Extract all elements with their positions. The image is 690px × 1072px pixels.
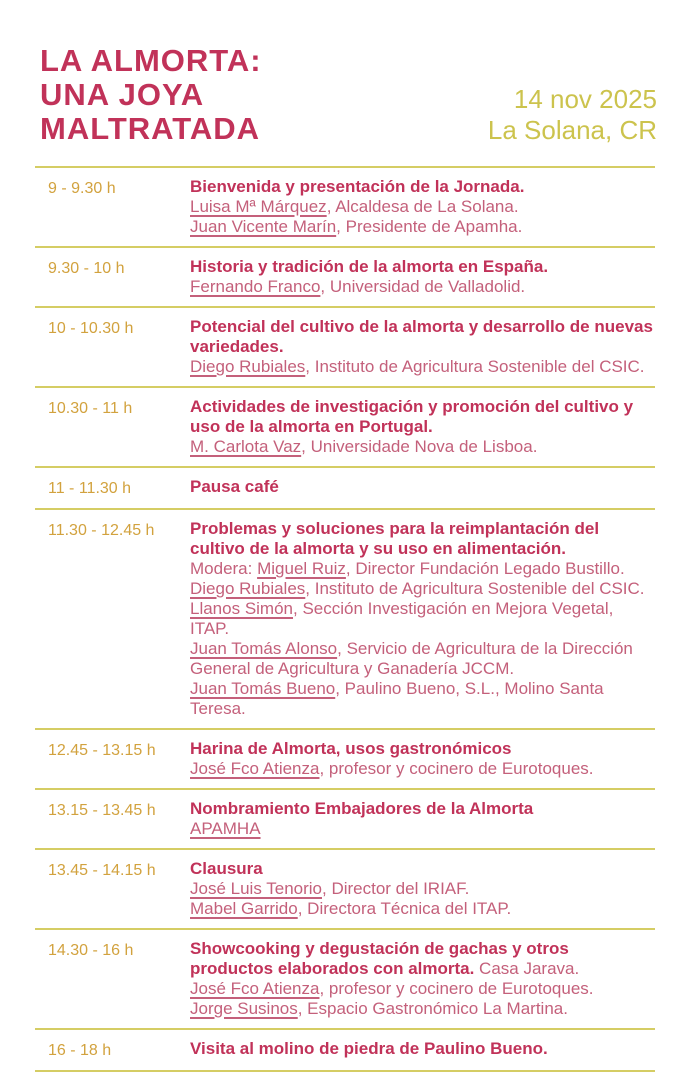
schedule-row [35, 728, 655, 788]
person-name: Jorge Susinos [190, 999, 298, 1018]
session-title: Pausa café [190, 477, 279, 496]
person-desc: , Directora Técnica del ITAP. [297, 899, 512, 918]
session-title: Potencial del cultivo de la almorta y desarrollo de nuevas variedades. [190, 317, 653, 356]
session-title: Harina de Almorta, usos gastronómicos [190, 739, 512, 758]
session-content [190, 317, 655, 377]
session-content [190, 939, 655, 1019]
event-title-line-1: LA ALMORTA: [40, 43, 262, 78]
session-title-suffix: Casa Jarava. [474, 959, 580, 978]
session-time: 9 - 9.30 h [48, 180, 116, 197]
person-line [190, 679, 653, 719]
person-desc: , Paulino Bueno, S.L., Molino Santa Teresa. [190, 679, 604, 718]
session-title: Nombramiento Embajadores de la Almorta [190, 799, 534, 818]
person-line [190, 437, 653, 457]
session-content [190, 739, 655, 779]
schedule-row [35, 788, 655, 848]
session-time: 10.30 - 11 h [48, 400, 133, 417]
session-time: 14.30 - 16 h [48, 942, 134, 959]
person-desc: , Alcaldesa de La Solana. [326, 197, 519, 216]
event-title [40, 44, 262, 146]
person-line [190, 639, 653, 679]
session-time: 13.45 - 14.15 h [48, 862, 156, 879]
person-name: Juan Vicente Marín [190, 217, 337, 236]
person-line [190, 599, 653, 639]
schedule-row [35, 1028, 655, 1070]
schedule-table [35, 166, 655, 1072]
schedule-row [35, 466, 655, 508]
person-name: Diego Rubiales [190, 579, 306, 598]
event-date: 14 nov 2025 [513, 84, 657, 114]
person-line [190, 979, 653, 999]
session-time: 11.30 - 12.45 h [48, 522, 155, 539]
event-date-location [488, 84, 657, 146]
person-desc: , profesor y cocinero de Eurotoques. [319, 979, 594, 998]
person-desc: , Presidente de Apamha. [336, 217, 523, 236]
person-line [190, 579, 653, 599]
person-name: APAMHA [190, 819, 261, 838]
session-title: Problemas y soluciones para la reimplantación del cultivo de la almorta y su uso en alimentación. [190, 519, 600, 558]
person-line [190, 879, 653, 899]
person-line [190, 819, 653, 839]
person-line [190, 277, 653, 297]
person-desc: , Director del IRIAF. [322, 879, 470, 898]
person-line [190, 559, 653, 579]
session-title-line [190, 799, 653, 819]
session-content [190, 519, 655, 719]
schedule-row [35, 928, 655, 1028]
session-title-line [190, 519, 653, 559]
session-title-line [190, 397, 653, 437]
session-title: Visita al molino de piedra de Paulino Bueno. [190, 1039, 548, 1058]
session-time: 16 - 18 h [48, 1042, 112, 1059]
person-name: Fernando Franco [190, 277, 321, 296]
person-name: Luisa Mª Márquez [190, 197, 327, 216]
person-name: Mabel Garrido [190, 899, 298, 918]
person-desc: , Director Fundación Legado Bustillo. [345, 559, 625, 578]
schedule-row [35, 386, 655, 466]
session-content [190, 257, 655, 297]
person-name: José Fco Atienza [190, 759, 320, 778]
person-name: Miguel Ruiz [257, 559, 346, 578]
event-title-line-2: UNA JOYA [40, 77, 205, 112]
session-title: Clausura [190, 859, 263, 878]
person-prefix: Modera: [190, 559, 258, 578]
session-time: 11 - 11.30 h [48, 480, 132, 497]
session-title-line [190, 177, 653, 197]
schedule-row [35, 306, 655, 386]
person-desc: , Instituto de Agricultura Sostenible del CSIC. [305, 579, 645, 598]
person-line [190, 197, 653, 217]
session-time: 9.30 - 10 h [48, 260, 125, 277]
person-name: Juan Tomás Alonso [190, 639, 338, 658]
person-name: Llanos Simón [190, 599, 294, 618]
session-title-line [190, 317, 653, 357]
session-title-line [190, 257, 653, 277]
schedule-row [35, 166, 655, 246]
session-time: 10 - 10.30 h [48, 320, 134, 337]
person-line [190, 899, 653, 919]
person-desc: , Servicio de Agricultura de la Dirección General de Agricultura y Ganadería JCCM. [190, 639, 633, 678]
session-title-line [190, 939, 653, 979]
session-time: 12.45 - 13.15 h [48, 742, 156, 759]
event-title-line-3: MALTRATADA [40, 111, 261, 146]
schedule-row [35, 246, 655, 306]
schedule-row [35, 848, 655, 928]
person-line [190, 357, 653, 377]
session-content [190, 859, 655, 919]
event-location: La Solana, CR [487, 115, 657, 145]
person-desc: , Universidad de Valladolid. [320, 277, 526, 296]
person-name: Juan Tomás Bueno [190, 679, 336, 698]
session-title-line [190, 477, 653, 497]
session-content [190, 477, 655, 499]
person-line [190, 217, 653, 237]
person-line [190, 759, 653, 779]
schedule-row [35, 508, 655, 728]
session-time: 13.15 - 13.45 h [48, 802, 156, 819]
session-title-line [190, 1039, 653, 1059]
person-desc: , Espacio Gastronómico La Martina. [297, 999, 568, 1018]
person-name: José Fco Atienza [190, 979, 320, 998]
person-line [190, 999, 653, 1019]
session-content [190, 1039, 655, 1061]
person-name: M. Carlota Vaz [190, 437, 302, 456]
session-title: Actividades de investigación y promoción del cultivo y uso de la almorta en Portugal. [190, 397, 634, 436]
person-desc: , Universidade Nova de Lisboa. [301, 437, 538, 456]
session-title-line [190, 859, 653, 879]
session-title: Historia y tradición de la almorta en España. [190, 257, 549, 276]
person-desc: , Instituto de Agricultura Sostenible del CSIC. [305, 357, 645, 376]
session-content [190, 177, 655, 237]
session-content [190, 397, 655, 457]
person-desc: , profesor y cocinero de Eurotoques. [319, 759, 594, 778]
person-desc: , Sección Investigación en Mejora Vegetal, ITAP. [190, 599, 614, 638]
session-title-line [190, 739, 653, 759]
header [0, 0, 690, 166]
session-title: Showcooking y degustación de gachas y otros productos elaborados con almorta. [190, 939, 569, 978]
person-name: José Luis Tenorio [190, 879, 322, 898]
session-title: Bienvenida y presentación de la Jornada. [190, 177, 525, 196]
person-name: Diego Rubiales [190, 357, 306, 376]
session-content [190, 799, 655, 839]
